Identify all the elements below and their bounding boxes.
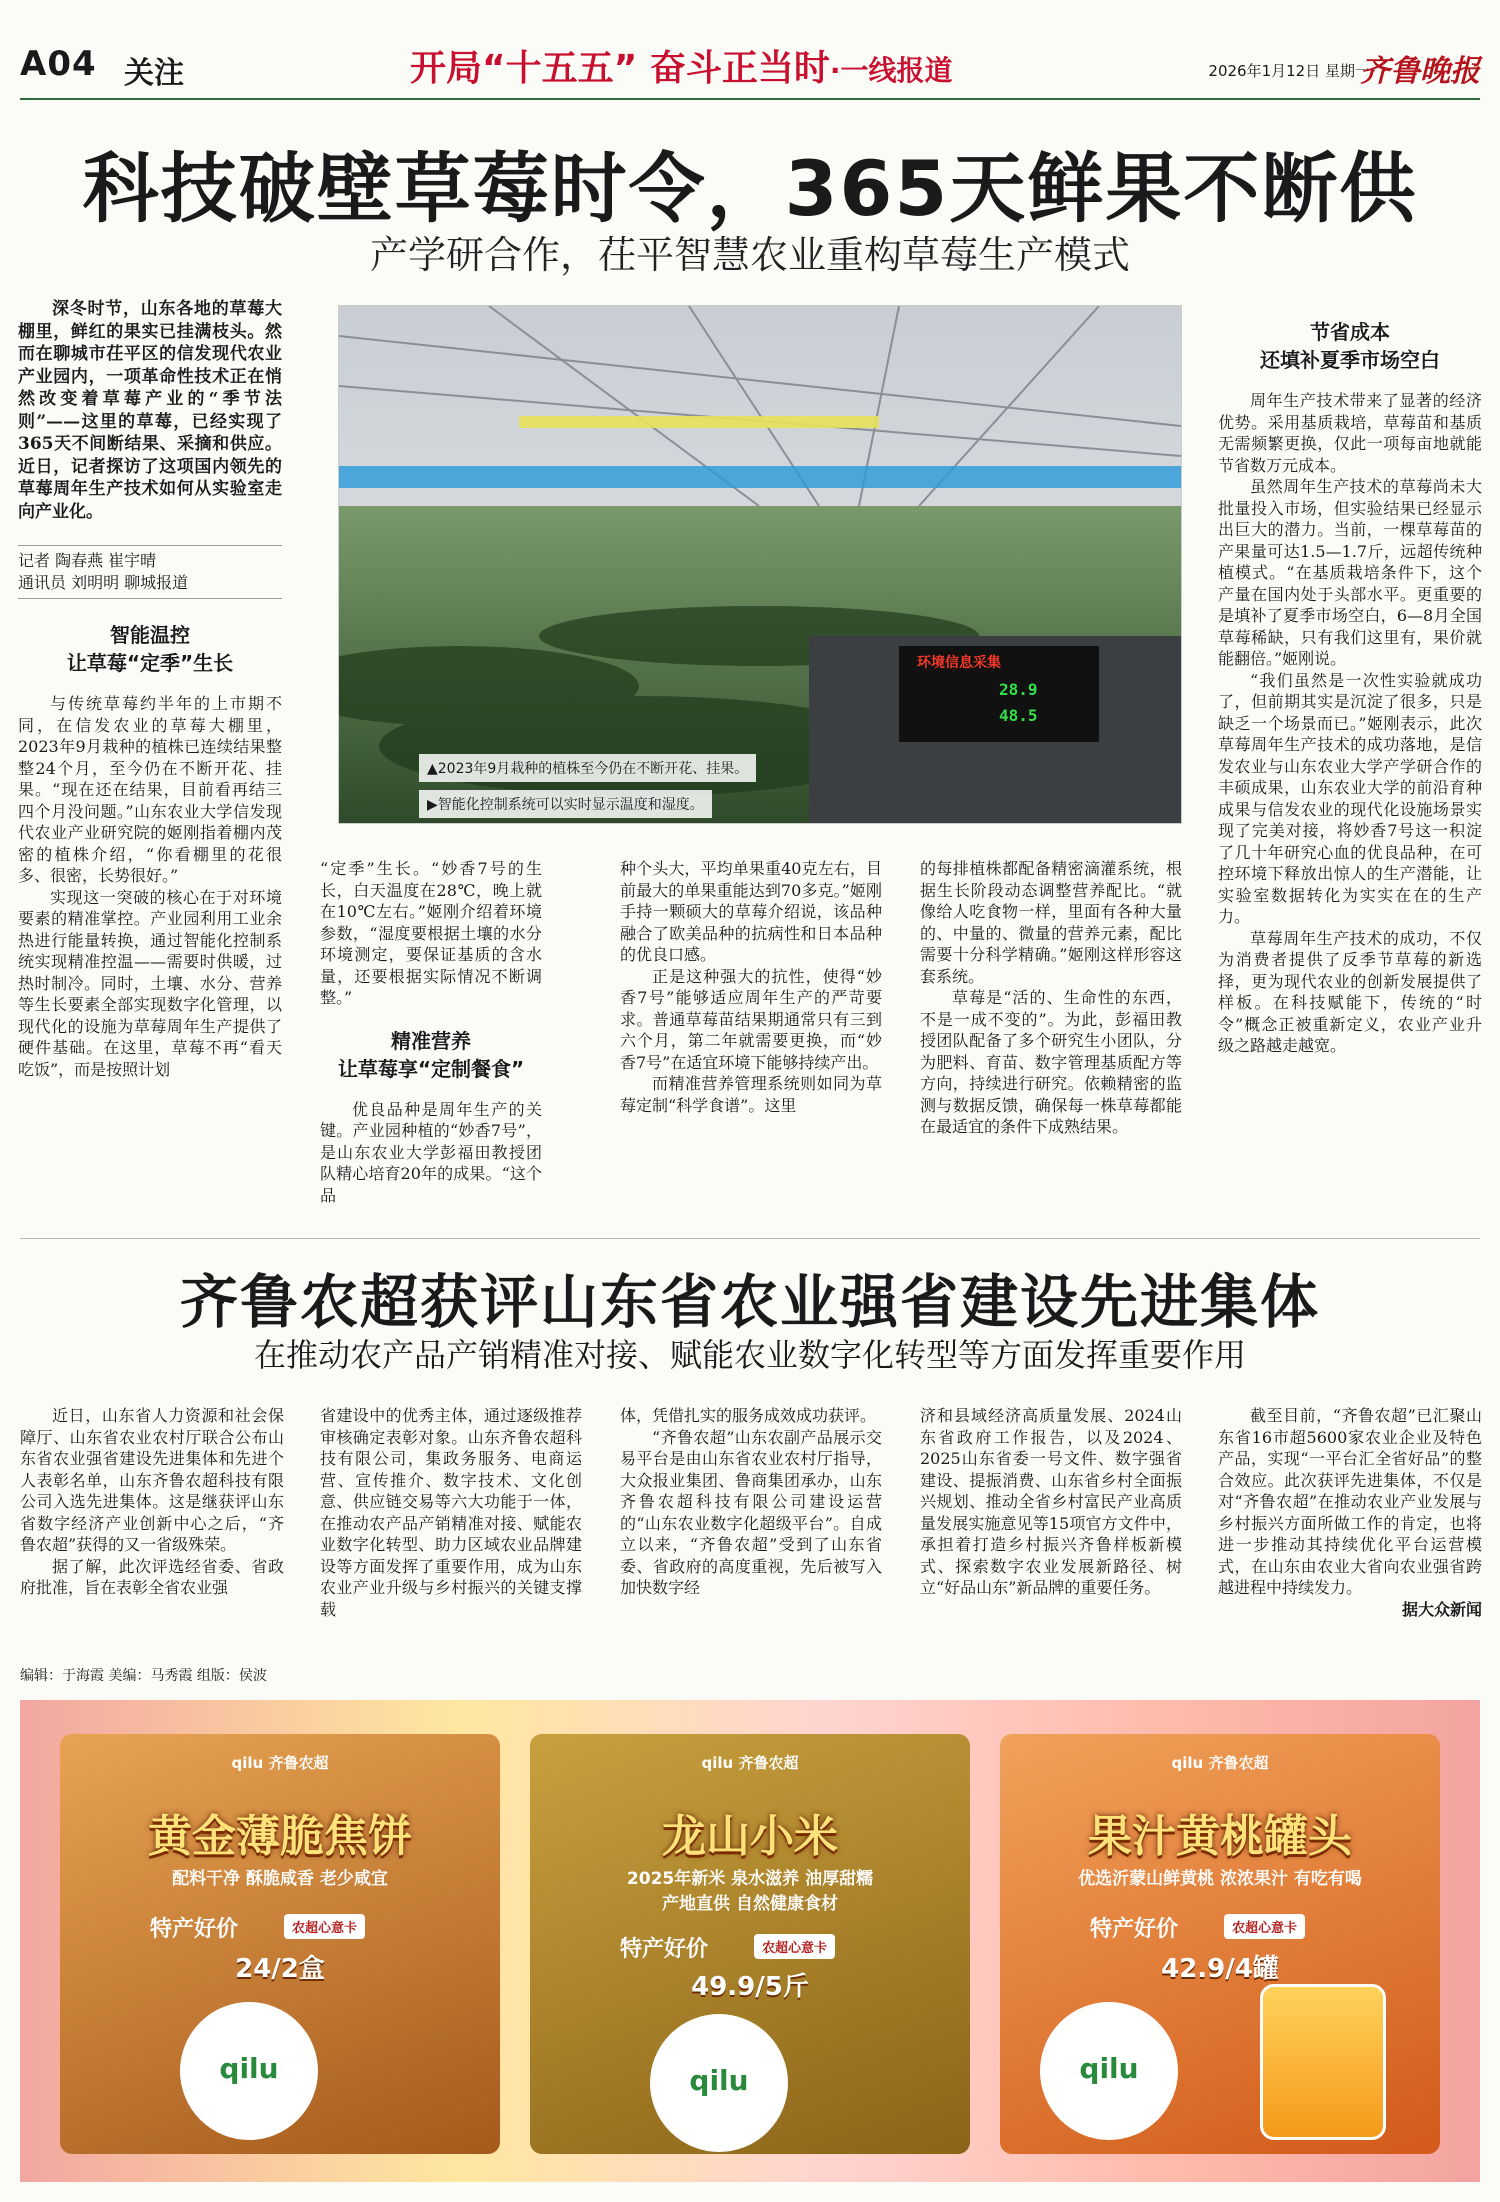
paragraph: 正是这种强大的抗性，使得“妙香7号”能够适应周年生产的严苛要求。普通草莓苗结果期通常只有三到六个月，第二年就需要更换，而“妙香7号”在适宜环境下能够持续产出。	[620, 966, 882, 1072]
sensor-humidity-value: 48.5	[999, 706, 1038, 725]
sensor-temp-value: 28.9	[999, 680, 1038, 699]
slogan-tail: ·一线报道	[829, 54, 953, 87]
byline-reporters: 记者 陶春燕 崔宇晴	[18, 551, 157, 570]
photo-caption-1: ▲2023年9月栽种的植株至今仍在不断开花、挂果。	[419, 754, 756, 782]
paragraph: 体，凭借扎实的服务成效成功获评。	[620, 1406, 877, 1425]
ad-card-peach[interactable]	[1000, 1734, 1440, 2154]
ad-card-millet[interactable]	[530, 1734, 970, 2154]
section-name: 关注	[124, 56, 184, 91]
ad-card-biscuit[interactable]	[60, 1734, 500, 2154]
byline-correspondent: 通讯员 刘明明 聊城报道	[18, 573, 189, 592]
article1-subhead: 产学研合作，茌平智慧农业重构草莓生产模式	[369, 233, 1130, 277]
ad-price: 42.9/4罐	[1161, 1954, 1279, 1984]
ad-title: 果汁黄桃罐头	[1088, 1811, 1352, 1862]
page-header	[20, 38, 1480, 100]
page-code: A04	[20, 44, 97, 84]
paragraph: 优良品种是周年生产的关键。产业园种植的“妙香7号”，是山东农业大学彭福田教授团队精心培育20年的成果。“这个品	[320, 1099, 542, 1205]
paragraph: 省建设中的优秀主体，通过逐级推荐审核确定表彰对象。山东齐鲁农超科技有限公司，集政务服务、电商运营、宣传推介、数字技术、文化创意、供应链交易等六大功能于一体，在推动农产品产销精准对接、赋能农业数字化转型、助力区域农业品牌建设等方面发挥了重要作用，成为山东农业产业升级与乡村振兴的关键支撑载	[320, 1406, 582, 1619]
qr-logo-text: qilu	[689, 2064, 749, 2097]
ad-title: 龙山小米	[662, 1811, 838, 1862]
qr-logo-text: qilu	[1079, 2052, 1139, 2085]
article2-col2	[320, 1405, 582, 1620]
ad-brand: qilu 齐鲁农超	[1171, 1754, 1269, 1772]
issue-date: 2026年1月12日 星期一	[1208, 62, 1370, 80]
qr-code[interactable]	[180, 2002, 318, 2140]
ad-price-label: 特产好价	[1090, 1917, 1179, 1942]
article1-headline: 科技破壁草莓时令，365天鲜果不断供	[82, 144, 1418, 233]
paragraph: 草莓周年生产技术的成功，不仅为消费者提供了反季节草莓的新选择，更为现代农业的创新发展提供了样板。在科技赋能下，传统的“时令”概念正被重新定义，农业产业升级之路越走越宽。	[1218, 928, 1482, 1055]
ad-gift-card-label: 农超心意卡	[284, 1914, 365, 1939]
ad-brand: qilu 齐鲁农超	[701, 1754, 799, 1772]
ad-price: 24/2盒	[235, 1954, 325, 1984]
photo-caption-2: ▶智能化控制系统可以实时显示温度和湿度。	[419, 790, 712, 818]
ad-description: 配料干净 酥脆咸香 老少咸宜	[172, 1869, 388, 1889]
ad-description: 优选沂蒙山鲜黄桃 浓浓果汁 有吃有喝	[1078, 1869, 1362, 1889]
article1-lead: 深冬时节，山东各地的草莓大棚里，鲜红的果实已挂满枝头。然而在聊城市茌平区的信发现代农业产业园内，一项革命性技术正在悄然改变着草莓产业的“季节法则”——这里的草莓，已经实现了365天不间断结果、采摘和供应。近日，记者探访了这项国内领先的草莓周年生产技术如何从实验室走向产业化。	[18, 299, 282, 522]
paragraph: “我们虽然是一次性实验就成功了，但前期其实是沉淀了很多，只是缺乏一个场景而已。”姬刚表示，此次草莓周年生产技术的成功落地，是信发农业与山东农业大学产学研合作的丰硕成果，山东农业大学的前沿育种成果与信发农业的现代化设施场景实现了完美对接，将妙香7号这一积淀了几十年研究心血的优良品种，在可控环境下释放出惊人的生产潜能，让实验室数据转化为实实在在的生产力。	[1218, 670, 1482, 926]
ad-price-label: 特产好价	[620, 1937, 709, 1962]
article2-subhead: 在推动农产品产销精准对接、赋能农业数字化转型等方面发挥重要作用	[253, 1336, 1246, 1374]
qr-code[interactable]	[1040, 2002, 1178, 2140]
article2-headline: 齐鲁农超获评山东省农业强省建设先进集体	[179, 1268, 1320, 1336]
newspaper-logo: 齐鲁晚报	[1360, 54, 1480, 89]
editorial-credits: 编辑：于海霞 美编：马秀霞 组版：侯波	[20, 1668, 267, 1684]
paragraph: 截至目前，“齐鲁农超”已汇聚山东省16市超5600家农业企业及特色产品，实现“一平台汇全省好品”的整合效应。此次获评先进集体，不仅是对“齐鲁农超”在推动农业产业发展与乡村振兴方面所做工作的肯定，也将进一步推动其持续优化平台运营模式，在山东由农业大省向农业强省跨越进程中持续发力。	[1218, 1406, 1482, 1597]
subtitle-precise-nutrition: 精准营养 让草莓享“定制餐食”	[337, 1028, 525, 1081]
paragraph: 近日，山东省人力资源和社会保障厅、山东省农业农村厅联合公布山东省农业强省建设先进集体和先进个人表彰名单，山东齐鲁农超科技有限公司入选先进集体。这是继获评山东省数字经济产业创新中心之后，“齐鲁农超”获得的又一省级殊荣。	[20, 1406, 284, 1554]
article2-col4	[920, 1405, 1182, 1599]
qr-code[interactable]	[650, 2014, 788, 2152]
ad-gift-card-label: 农超心意卡	[754, 1934, 835, 1959]
ad-description: 2025年新米 泉水滋养 油厚甜糯 产地直供 自然健康食材	[626, 1869, 874, 1914]
greenhouse-photo	[338, 305, 1182, 824]
paragraph: 与传统草莓约半年的上市期不同，在信发农业的草莓大棚里，2023年9月栽种的植株已连续结果整整24个月，至今仍在不断开花、挂果。“现在还在结果，目前看再结三四个月没问题。”山东农业大学信发现代农业产业研究院的姬刚指着棚内茂密的植株介绍，“你看棚里的花很多、很密，长势很好。”	[18, 694, 282, 885]
article2-col3	[620, 1405, 882, 1599]
ad-title: 黄金薄脆焦饼	[148, 1811, 412, 1862]
paragraph: 济和县域经济高质量发展、2024山东省政府工作报告，以及2024、2025山东省委一号文件、数字强省建设、提振消费、山东省乡村全面振兴规划、推动全省乡村富民产业高质量发展实施意见等15项官方文件中，承担着打造乡村振兴齐鲁样板新模式、探索数字农业发展新路径、树立“好品山东”新品牌的重要任务。	[920, 1406, 1182, 1597]
header-slogan	[410, 40, 953, 91]
sensor-screen-title: 环境信息采集	[917, 655, 1001, 671]
subtitle-cost-saving: 节省成本 还填补夏季市场空白	[1260, 320, 1440, 372]
paragraph: 实现这一突破的核心在于对环境要素的精准掌控。产业园利用工业余热进行能量转换，通过智能化控制系统实现精准控温——需要时供暖，过热时制冷。同时，土壤、水分、营养等生长要素全部实现数字化管理，以现代化的设施为草莓周年生产提供了硬件基础。在这里，草莓不再“看天吃饭”，而是按照计划	[18, 887, 282, 1079]
article1-col3	[620, 858, 882, 1116]
subtitle-smart-temp: 智能温控 让草莓“定季”生长	[66, 623, 234, 675]
peach-jar-image	[1260, 1984, 1386, 2140]
ad-brand: qilu 齐鲁农超	[231, 1754, 329, 1772]
article1-col2	[320, 858, 542, 1206]
greenhouse-illustration	[339, 306, 1181, 823]
paragraph: “齐鲁农超”山东农副产品展示交易平台是由山东省农业农村厅指导，大众报业集团、鲁商集团承办，山东齐鲁农超科技有限公司建设运营的“山东农业数字化超级平台”。自成立以来，“齐鲁农超”受到了山东省委、省政府的高度重视，先后被写入加快数字经	[620, 1427, 882, 1597]
paragraph: 据了解，此次评选经省委、省政府批准，旨在表彰全省农业强	[20, 1556, 284, 1597]
ad-price: 49.9/5斤	[691, 1972, 809, 2002]
article1-col1	[18, 298, 282, 1080]
byline	[18, 545, 282, 599]
paragraph: 种个头大，平均单果重40克左右，目前最大的单果重能达到70多克。”姬刚手持一颗硕大的草莓介绍说，该品种融合了欧美品种的抗病性和日本品种的优良口感。	[620, 859, 882, 964]
article2-col5	[1218, 1405, 1482, 1620]
article1-col5	[1218, 318, 1482, 1057]
paragraph: 虽然周年生产技术的草莓尚未大批量投入市场，但实验结果已经显示出巨大的潜力。当前，一棵草莓苗的产果量可达1.5—1.7斤，远超传统种植模式。“在基质栽培条件下，这个产量在国内处于头部水平。更重要的是填补了夏季市场空白，6—8月全国草莓稀缺，只有我们这里有，果价就能翻倍。”姬刚说。	[1218, 477, 1482, 668]
qr-logo-text: qilu	[219, 2052, 279, 2085]
paragraph: 而精准营养管理系统则如同为草莓定制“科学食谱”。这里	[620, 1074, 882, 1115]
paragraph: 的每排植株都配备精密滴灌系统，根据生长阶段动态调整营养配比。“就像给人吃食物一样，里面有各种大量的、中量的、微量的营养元素，配比需要十分科学精确。”姬刚这样形容这套系统。	[920, 859, 1182, 986]
section-divider	[20, 1238, 1480, 1239]
ad-gift-card-label: 农超心意卡	[1224, 1914, 1305, 1939]
paragraph: “定季”生长。“妙香7号的生长，白天温度在28℃，晚上就在10℃左右。”姬刚介绍着环境参数，“湿度要根据土壤的水分环境测定，要保证基质的含水量，还要根据实际情况不断调整。”	[320, 859, 542, 1007]
slogan-main: 开局“十五五” 奋斗正当时	[410, 48, 830, 89]
article2-col1	[20, 1405, 284, 1599]
article2-source: 据大众新闻	[1401, 1599, 1482, 1619]
paragraph: 周年生产技术带来了显著的经济优势。采用基质栽培，草莓苗和基质无需频繁更换，仅此一项每亩地就能节省数万元成本。	[1218, 391, 1482, 475]
ad-banner	[20, 1700, 1480, 2182]
article1-col4	[920, 858, 1182, 1138]
ad-price-label: 特产好价	[150, 1917, 239, 1942]
paragraph: 草莓是“活的、生命性的东西，不是一成不变的”。为此，彭福田教授团队配备了多个研究生小团队，分为肥料、育苗、数字管理基质配方等方向，持续进行研究。依赖精密的监测与数据反馈，确保每一株草莓都能在最适宜的条件下成熟结果。	[920, 988, 1182, 1136]
